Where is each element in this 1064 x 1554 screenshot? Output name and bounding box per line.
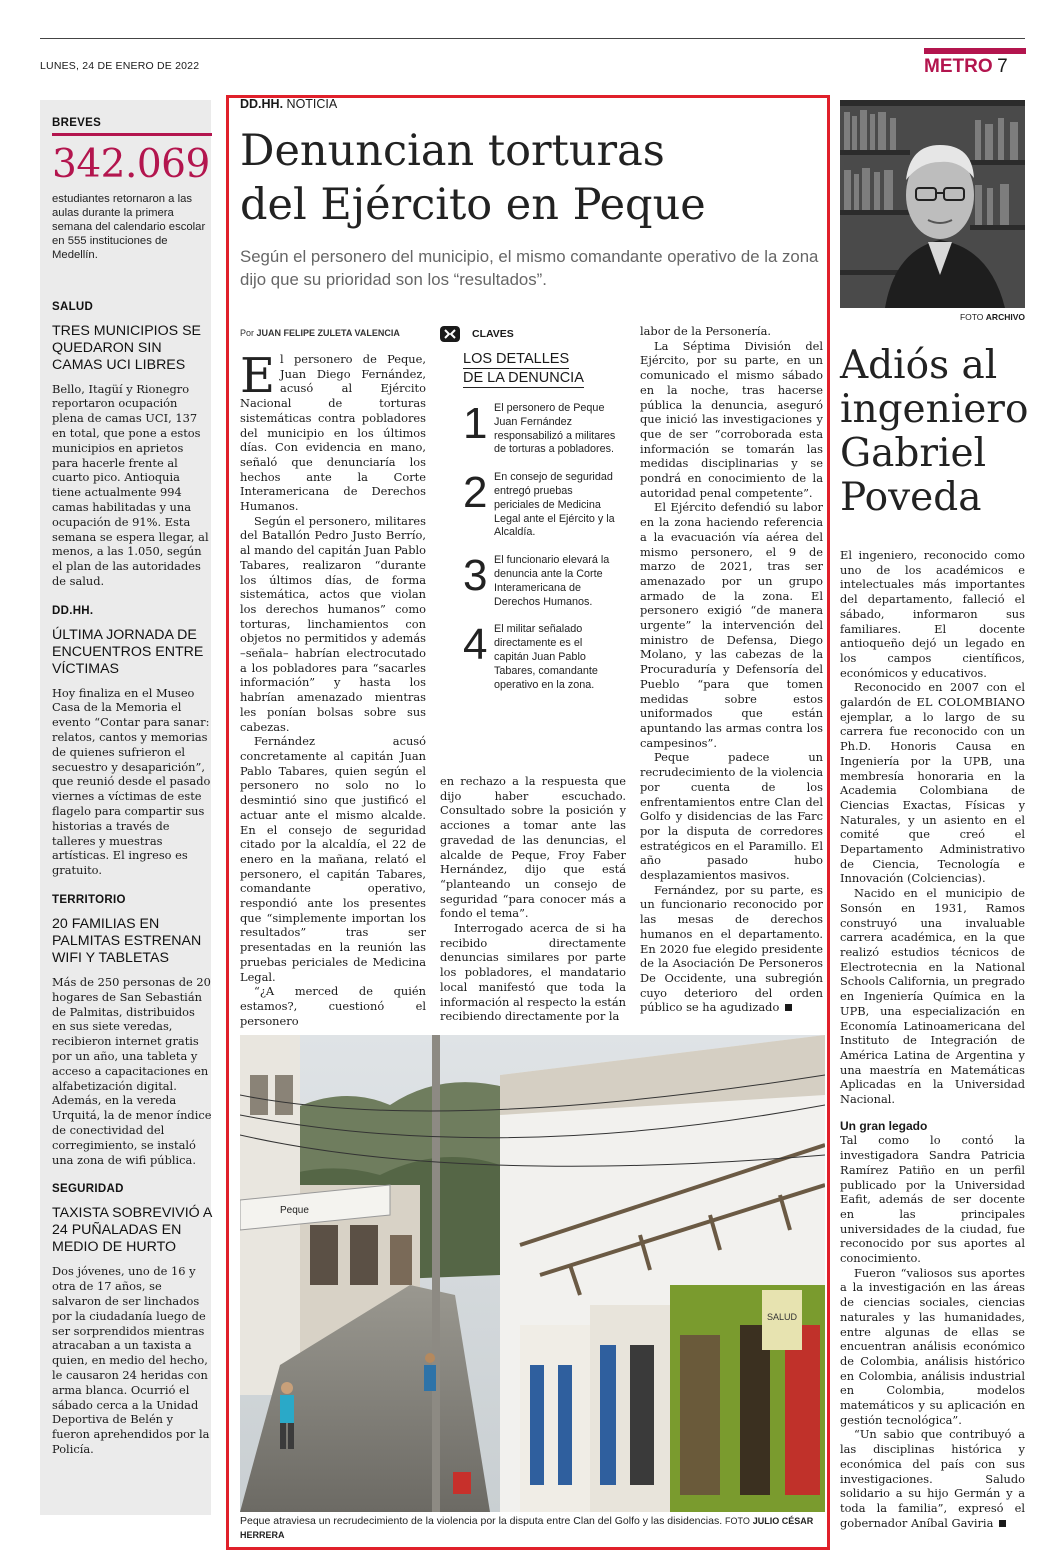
- clave-text: En consejo de seguridad entregó pruebas periciales de Medicina Legal ante el Ejército y la Alcaldía.: [494, 471, 615, 539]
- obituary-paragraph: Reconocido en 2007 con el galardón de EL COLOMBIANO ejemplar, a lo largo de su carrera fue reconocido con un Ph.D. Honoris Causa en Ingeniería por la UPB, una membresía honoraria en la Academia Colombiana de Ciencias Exactas, Físicas y Naturales, y un asiento en el comité que creó el Departamento Administrativo de Ciencia, Tecnología e Innovación (Colciencias).: [840, 680, 1025, 886]
- clave-number: 1: [463, 399, 488, 448]
- briefs-sidebar: [40, 100, 211, 1515]
- brief-kicker: SEGURIDAD: [52, 1183, 124, 1196]
- obituary-body: [840, 548, 1025, 1530]
- brief-item: [52, 605, 212, 878]
- story-paragraph: Según el personero, militares del Batallón Pedro Justo Berrío, al mando del capitán Juan Pablo Tabares, realizaron “durante los últimos días, de forma sistemática, actos que violan los derechos humanos” como torturas, linchamientos con objetos no permitidos y además –señala– habrían electrocutado a los pobladores para “sacarles información” y hasta los habrían amenazado mientras les ponían bolsas sobre sus cabezas.: [240, 513, 426, 734]
- claves-icon: [440, 326, 460, 342]
- story-column-3: [640, 324, 823, 1014]
- story-paragraph-text: Fernández, por su parte, es un funcionario reconocido por las mesas de derechos humanos en el departamento. En 2020 fue elegido presidente de la Asociación De Personeros De Occidente, una subregión cuyo deterioro del orden público se ha agudizado: [640, 882, 823, 1015]
- story-deck: Según el personero del municipio, el mismo comandante operativo de la zona dijo que su prioridad son los “resultados”.: [240, 247, 819, 289]
- brief-headline: TRES MUNICIPIOS SE QUEDARON SIN CAMAS UCI LIBRES: [52, 322, 201, 373]
- brief-body: Hoy finaliza en el Museo Casa de la Memoria el evento “Contar para sanar: relatos, cantos y memorias de quienes sufrieron el secuestro y desaparición”, que reunió desde el pasado viernes a víctimas de este flagelo para compartir sus historias a través de talleres y muestras artísticas. El ingreso es gratuito.: [52, 685, 211, 878]
- brief-body: Más de 250 personas de 20 hogares de San Sebastián de Palmitas, distribuidos en sus siete veredas, recibieron internet gratis por un año, una tableta y acceso a capacitaciones en alfabetización digital. Además, en la vereda Urquitá, la de menor índice de conectividad del corregimiento, se instaló una zona de wifi pública.: [52, 975, 212, 1167]
- claves-label: [440, 326, 626, 342]
- obituary-paragraph: [840, 1427, 1025, 1530]
- story-paragraph: [240, 348, 426, 514]
- clave-number: 2: [463, 468, 488, 518]
- brief-item: [52, 301, 212, 589]
- issue-date: LUNES, 24 DE ENERO DE 2022: [40, 60, 200, 72]
- clave-item: [440, 620, 626, 692]
- briefs-title: BREVES: [52, 117, 102, 129]
- clave-text: El funcionario elevará la denuncia ante la Corte Interamericana de Derechos Humanos.: [494, 554, 610, 608]
- briefs-title-rule: [52, 133, 212, 136]
- claves-title-line: LOS DETALLES: [463, 351, 570, 367]
- story-headline-line: del Ejército en Peque: [240, 180, 706, 230]
- section-name: METRO: [924, 56, 993, 77]
- obituary-paragraph-text: “Un sabio que contribuyó a las disciplinas histórica y económica del país con sus investigaciones. Saludo solidario a su hijo Germán y a toda la familia”, expresó el gobernador Aníbal Gaviria: [840, 1427, 1025, 1530]
- end-mark: [999, 1520, 1006, 1527]
- end-mark: [785, 1004, 792, 1011]
- street-banner: Peque: [280, 1205, 309, 1216]
- brief-body: Dos jóvenes, uno de 16 y otra de 17 años, se salvaron de ser linchados por la ciudadanía luego de ser sorprendidos mientras atracaban a un taxista a quien, en medio del hecho, le causaron 24 heridas con arma blanca. Ocurrió el sábado cerca a la Unidad Deportiva de Belén y fueron aprehendidos por la Policía.: [52, 1264, 210, 1456]
- story-paragraph: El Ejército defendió su labor en la zona haciendo referencia a la evacuación vía aérea del mismo personero, el 9 de marzo de 2021, tras ser amenazado por un grupo armado de la zona. El personero exigió “de manera urgente” la intervención del ministro de Defensa, Diego Molano, y las cabezas de la Procuraduría y Defensoría del Pueblo “para que tomen medidas sobre estos uniformados que están apuntando las armas contra los campesinos”.: [640, 500, 823, 750]
- story-paragraph: en rechazo a la respuesta que dijo haber escuchado. Consultado sobre la posición y acciones a tomar ante las gravedad de las denuncias, el alcalde de Peque, Froy Faber Hernández, dijo que está “planteando un consejo de seguridad “para conocer más a fondo el tema”.: [440, 774, 626, 921]
- story-byline: [240, 328, 400, 338]
- obituary-paragraph: Fueron “valiosos sus aportes a la investigación en las áreas de ciencias sociales, ciencias naturales y las humanidades, entre algunas de ellas se encuentran análisis económico de Colombia, análisis histórico en Colombia, análisis industrial en Colombia, modelos matemáticos y su aplicación en gestión tecnológica”.: [840, 1265, 1025, 1427]
- obituary-headline-line: ingeniero: [840, 387, 1029, 432]
- obituary-subhead: Un gran legado: [840, 1118, 928, 1133]
- story-paragraph: Fernández acusó concretamente al capitán Juan Pablo Tabares, quien según el personero no solo no lo desmintió sino que justificó el actuar ante el mismo alcalde. En el consejo de seguridad citado por la alcaldía, el 22 de enero en la mañana, relató el personero, el capitán Tabares, comandante operativo, respondió ante los presentes que “simplemente importan los resultados” tras ser presentadas en la reunión las pruebas periciales de Medicina Legal.: [240, 734, 426, 984]
- story-kicker-label: NOTICIA: [286, 97, 338, 111]
- clave-item: [440, 399, 626, 457]
- drop-cap: E: [240, 348, 276, 404]
- clave-text: El militar señalado directamente es el capitán Juan Pablo Tabares, comandante operativo en la zona.: [494, 623, 598, 691]
- claves-title-line: DE LA DENUNCIA: [463, 370, 584, 386]
- brief-item: [52, 1183, 212, 1456]
- obituary-headline: [840, 344, 1030, 520]
- portrait-photo: [840, 100, 1025, 308]
- portrait-credit-name: ARCHIVO: [985, 312, 1025, 322]
- brief-headline: 20 FAMILIAS EN PALMITAS ESTRENAN WIFI Y TABLETAS: [52, 916, 202, 967]
- street-photo: [240, 1035, 825, 1512]
- story-column-1: [240, 348, 426, 1028]
- byline-prefix: Por: [240, 328, 255, 338]
- brief-headline: TAXISTA SOBREVIVIÓ A 24 PUÑALADAS EN MEDIO DE HURTO: [52, 1205, 212, 1256]
- story-paragraph: [640, 883, 823, 1015]
- obituary-paragraph: Nacido en el municipio de Sonsón en 1931, Ramos construyó una invaluable carrera académica, en la que realizó estudios técnicos de Electrotecnia en la National Schools California, un pregrado en Ingeniería Química en la UPB, una especialización en Economía Latinoamericana del Instituto de Integración de América Latina de Argentina y una maestría en Matemáticas Aplicadas en la Universidad Nacional.: [840, 886, 1025, 1107]
- obituary-headline-line: Poveda: [840, 475, 982, 520]
- portrait-credit-prefix: FOTO: [959, 312, 984, 322]
- story-headline-line: Denuncian torturas: [240, 126, 665, 176]
- clave-item: [440, 551, 626, 609]
- shop-sign: SALUD: [767, 1312, 798, 1322]
- brief-body: Bello, Itagüí y Rionegro reportaron ocupación plena de camas UCI, 137 en total, que pone a estos municipios en aprietos para hacerle frente al cuarto pico. Antioquia tiene actualmente 994 camas habilitadas y una ocupación de 91%. Esta semana se espera llegar, al menos, a las 1.050, según el plan de las autoridades de salud.: [52, 381, 209, 588]
- story-headline: [240, 124, 820, 232]
- story-paragraph-text: l personero de Peque, Juan Diego Fernández, acusó al Ejército Nacional de torturas sistemáticas contra pobladores del municipio en los últimos días. Con evidencia en mano, señaló que denunciaría los hechos ante la Corte Interamericana de Derechos Humanos.: [240, 352, 426, 514]
- claves-label-text: CLAVES: [472, 328, 514, 340]
- brief-kicker: DD.HH.: [52, 604, 94, 617]
- photo-caption: [240, 1514, 825, 1542]
- byline-author: JUAN FELIPE ZULETA VALENCIA: [256, 328, 400, 338]
- caption-credit-prefix: FOTO: [725, 1516, 750, 1526]
- clave-text: El personero de Peque Juan Fernández responsabilizó a militares de torturas a pobladores.: [494, 402, 616, 456]
- brief-kicker: SALUD: [52, 300, 94, 313]
- top-rule: [40, 38, 1025, 39]
- story-kicker-bold: DD.HH.: [240, 97, 284, 111]
- brief-headline: ÚLTIMA JORNADA DE ENCUENTROS ENTRE VÍCTIMAS: [52, 626, 204, 677]
- claves-box: [440, 326, 626, 692]
- section-bar: [924, 48, 1026, 54]
- story-paragraph: “¿A merced de quién estamos?, cuestionó el personero: [240, 984, 426, 1028]
- brief-kicker: TERRITORIO: [52, 894, 126, 907]
- page-number: 7: [997, 56, 1008, 77]
- obituary-paragraph: El ingeniero, reconocido como uno de los académicos e intelectuales más importantes del departamento, falleció el sábado, informaron sus familiares. El docente antioqueño dejó un legado en los campos científicos, económicos y educativos.: [840, 548, 1025, 680]
- clave-number: 4: [463, 620, 488, 670]
- story-paragraph: Interrogado acerca de si ha recibido directamente denuncias similares por parte los pobladores, el mandatario local manifestó que toda la información al respecto la están recibiendo directamente por la: [440, 921, 626, 1024]
- portrait-credit: [840, 312, 1025, 322]
- clave-number: 3: [463, 551, 488, 601]
- story-paragraph: labor de la Personería.: [640, 324, 771, 338]
- story-paragraph: Peque padece un recrudecimiento de la violencia por cuenta de los enfrentamientos entre Clan del Golfo y disidencias de las Farc por la disputa de corredores estratégicos en el Paramillo. El año pasado hubo desplazamientos masivos.: [640, 750, 823, 883]
- section-header: [924, 48, 1026, 78]
- obituary-headline-line: Adiós al: [840, 343, 998, 388]
- obituary-paragraph: Tal como lo contó la investigadora Sandra Patricia Ramírez Patiño en un perfil publicado por la Universidad Eafit, además de ser docente en las principales universidades de la ciudad, fue reconocido por sus aportes al conocimiento.: [840, 1133, 1025, 1266]
- claves-title: [440, 350, 626, 388]
- caption-text: Peque atraviesa un recrudecimiento de la violencia por la disputa entre Clan del Golfo y las disidencias.: [240, 1515, 723, 1527]
- obituary-headline-line: Gabriel: [840, 431, 987, 476]
- story-paragraph: La Séptima División del Ejército, por su parte, en un comunicado el mismo sábado en la noche, tras hacerse pública la denuncia, aseguró que inició las investigaciones y que de ser “corroborada esta información se tomarán las medidas disciplinarias y se pondrá en conocimiento de la autoridad penal competente”.: [640, 338, 823, 500]
- brief-big-number: 342.069: [52, 142, 210, 187]
- story-column-2: [440, 774, 626, 1024]
- brief-big-text: estudiantes retornaron a las aulas durante la primera semana del calendario escolar en 555 instituciones de Medellín.: [52, 193, 206, 261]
- clave-item: [440, 468, 626, 540]
- caption-credit: JULIO CÉSAR HERRERA: [240, 1516, 814, 1540]
- brief-item: [52, 894, 212, 1167]
- story-kicker: [240, 97, 337, 111]
